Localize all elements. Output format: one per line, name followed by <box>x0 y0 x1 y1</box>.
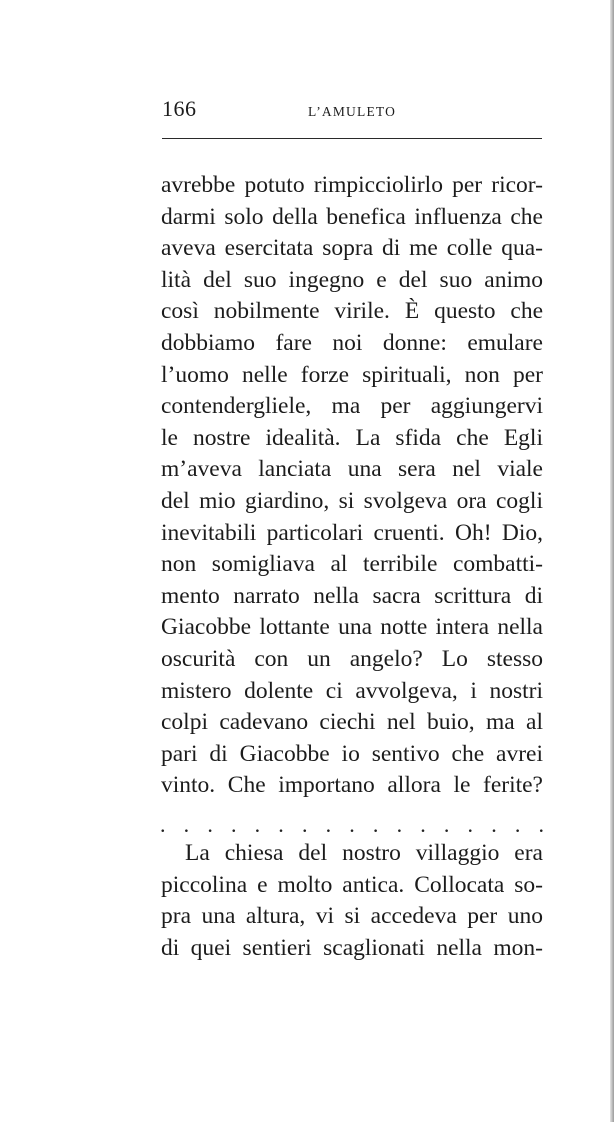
text-line: pra una altura, vi si accedeva per uno <box>161 903 543 930</box>
text-line: avrebbe potuto rimpicciolirlo per ricor- <box>161 172 543 198</box>
text-line: m’aveva lanciata una sera nel viale <box>161 456 543 483</box>
paragraph-2 <box>161 838 543 964</box>
running-title: L’AMULETO <box>308 104 397 119</box>
text-line: inevitabili particolari cruenti. Oh! Dio, <box>161 519 543 546</box>
text-line: Giacobbe lottante una notte intera nella <box>161 614 543 641</box>
paragraph-1 <box>161 170 543 802</box>
text-line: oscurità con un angelo? Lo stesso <box>161 645 543 672</box>
page-edge <box>610 0 614 1122</box>
text-line: mistero dolente ci avvolgeva, i nostri <box>161 677 543 704</box>
text-line: contendergliele, ma per aggiungervi <box>161 393 543 420</box>
header-rule <box>162 138 542 139</box>
text-line: non somigliava al terribile combatti- <box>161 551 543 578</box>
text-line: le nostre idealità. La sfida che Egli <box>161 424 543 451</box>
text-line: così nobilmente virile. È questo che <box>161 298 543 325</box>
section-separator-dots: . . . . . . . . . . . . . . . . . <box>160 812 544 837</box>
text-line: dobbiamo fare noi donne: emulare <box>161 329 543 356</box>
text-line: La chiesa del nostro villaggio era <box>185 840 543 866</box>
text-line: darmi solo della benefica influenza che <box>161 203 543 230</box>
text-line: mento narrato nella sacra scrittura di <box>161 582 543 609</box>
text-line: di quei sentieri scaglionati nella mon- <box>161 934 543 961</box>
text-line: vinto. Che importano allora le ferite? <box>161 772 543 799</box>
text-line: aveva esercitata sopra di me colle qua- <box>161 235 543 262</box>
text-line: colpi cadevano ciechi nel buio, ma al <box>161 709 543 736</box>
page-number: 166 <box>162 96 197 121</box>
text-line: l’uomo nelle forze spirituali, non per <box>161 361 543 388</box>
text-line: pari di Giacobbe io sentivo che avrei <box>161 740 543 767</box>
text-line: del mio giardino, si svolgeva ora cogli <box>161 487 543 514</box>
text-line: lità del suo ingegno e del suo animo <box>161 266 543 293</box>
text-line: piccolina e molto antica. Collocata so- <box>161 871 543 898</box>
running-head <box>162 96 542 126</box>
